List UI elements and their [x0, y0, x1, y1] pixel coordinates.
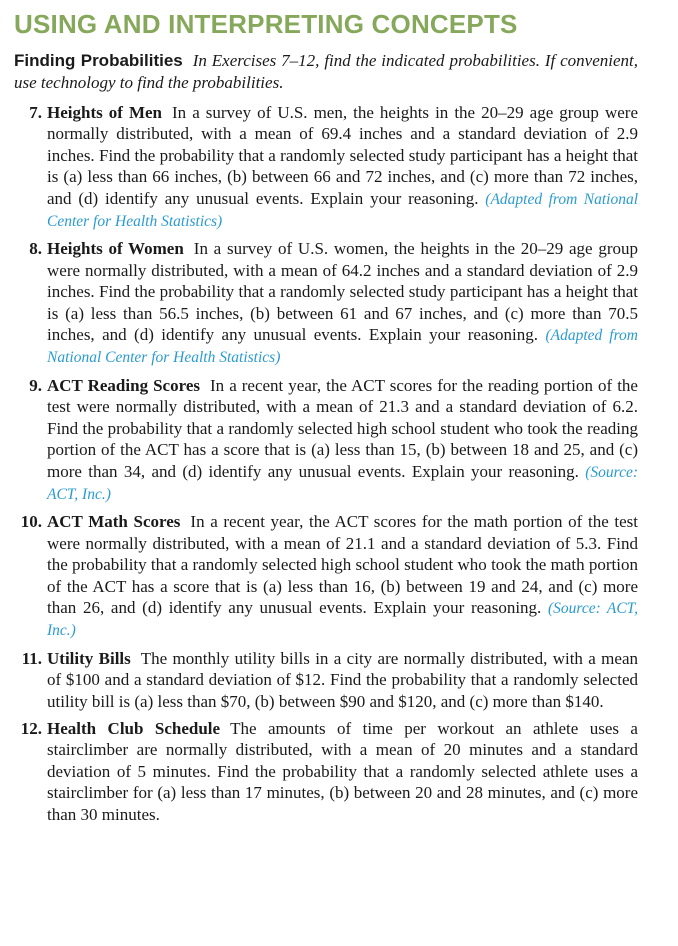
exercise-title: Utility Bills: [47, 648, 131, 668]
exercise-body: The amounts of time per workout an athlete uses a stairclimber are normally distributed, with a mean of 20 minutes and a standard deviation of 5 minutes. Find the probability that a randomly selected athlete uses a stairclimber for (a) less than 17 minutes, (b) between 20 and 28 minutes, and (c) more than 30 minutes.: [47, 718, 638, 824]
exercise-body: In a survey of U.S. men, the heights in the 20–29 age group were normally distributed, with a mean of 69.4 inches and a standard deviation of 2.9 inches. Find the probability that a randomly selected study participant has a height that is (a) less than 66 inches, (b) between 66 and 72 inches, and (c) more than 72 inches, and (d) identify any unusual events. Explain your reasoning.: [47, 103, 638, 208]
section-heading: USING AND INTERPRETING CONCEPTS: [14, 9, 518, 39]
exercise-set-intro: [14, 50, 638, 94]
exercise-title: ACT Reading Scores: [47, 375, 200, 395]
intro-text: In Exercises 7–12, find the indicated probabilities. If convenient, use technology to find the probabilities.: [14, 51, 638, 92]
exercise-number: 8.: [29, 239, 42, 259]
exercise-number: 11.: [21, 648, 42, 668]
exercise-source: (Adapted from National Center for Health Statistics): [47, 190, 639, 231]
exercise-source: (Source: ACT, Inc.): [47, 463, 639, 503]
exercise-number: 10.: [20, 512, 42, 532]
exercise-body: The monthly utility bills in a city are normally distributed, with a mean of $100 and a standard deviation of $12. Find the probability that a randomly selected utility bill is (a) less than $70, (b) between $90 and $120, and (c) more than $140.: [47, 648, 638, 711]
exercise-body: In a recent year, the ACT scores for the math portion of the test were normally distributed, with a mean of 21.1 and a standard deviation of 5.3. Find the probability that a randomly selected high school student who took the math portion of the ACT has a score that is (a) less than 16, (b) between 19 and 24, and (c) more than 26, and (d) identify any unusual events. Explain your reasoning.: [47, 512, 638, 617]
exercise-10: [14, 511, 638, 641]
exercise-11: [14, 648, 638, 712]
exercise-number: 9.: [29, 375, 42, 395]
exercise-source: (Source: ACT, Inc.): [47, 599, 639, 640]
exercise-title: Heights of Women: [47, 239, 184, 259]
exercise-title: ACT Math Scores: [47, 512, 181, 532]
exercise-number: 12.: [20, 718, 42, 738]
exercise-title: Health Club Schedule: [47, 718, 221, 738]
intro-title: Finding Probabilities: [14, 51, 183, 70]
exercise-number: 7.: [29, 103, 42, 122]
exercise-8: [14, 238, 638, 368]
exercise-9: [14, 375, 638, 505]
exercise-7: [14, 102, 638, 232]
exercise-body: In a recent year, the ACT scores for the reading portion of the test were normally distributed, with a mean of 21.3 and a standard deviation of 6.2. Find the probability that a randomly selected high school student who took the reading portion of the ACT has a score that is (a) less than 15, (b) between 18 and 25, and (c) more than 34, and (d) identify any unusual events. Explain your reasoning.: [47, 375, 638, 481]
exercise-body: In a survey of U.S. women, the heights in the 20–29 age group were normally distributed, with a mean of 64.2 inches and a standard deviation of 2.9 inches. Find the probability that a randomly selected study participant has a height that is (a) less than 56.5 inches, (b) between 61 and 67 inches, and (c) more than 70.5 inches, and (d) identify any unusual events. Explain your reasoning.: [47, 239, 638, 345]
exercise-12: [14, 718, 638, 825]
exercise-source: (Adapted from National Center for Health Statistics): [47, 327, 638, 367]
exercise-title: Heights of Men: [47, 103, 162, 122]
